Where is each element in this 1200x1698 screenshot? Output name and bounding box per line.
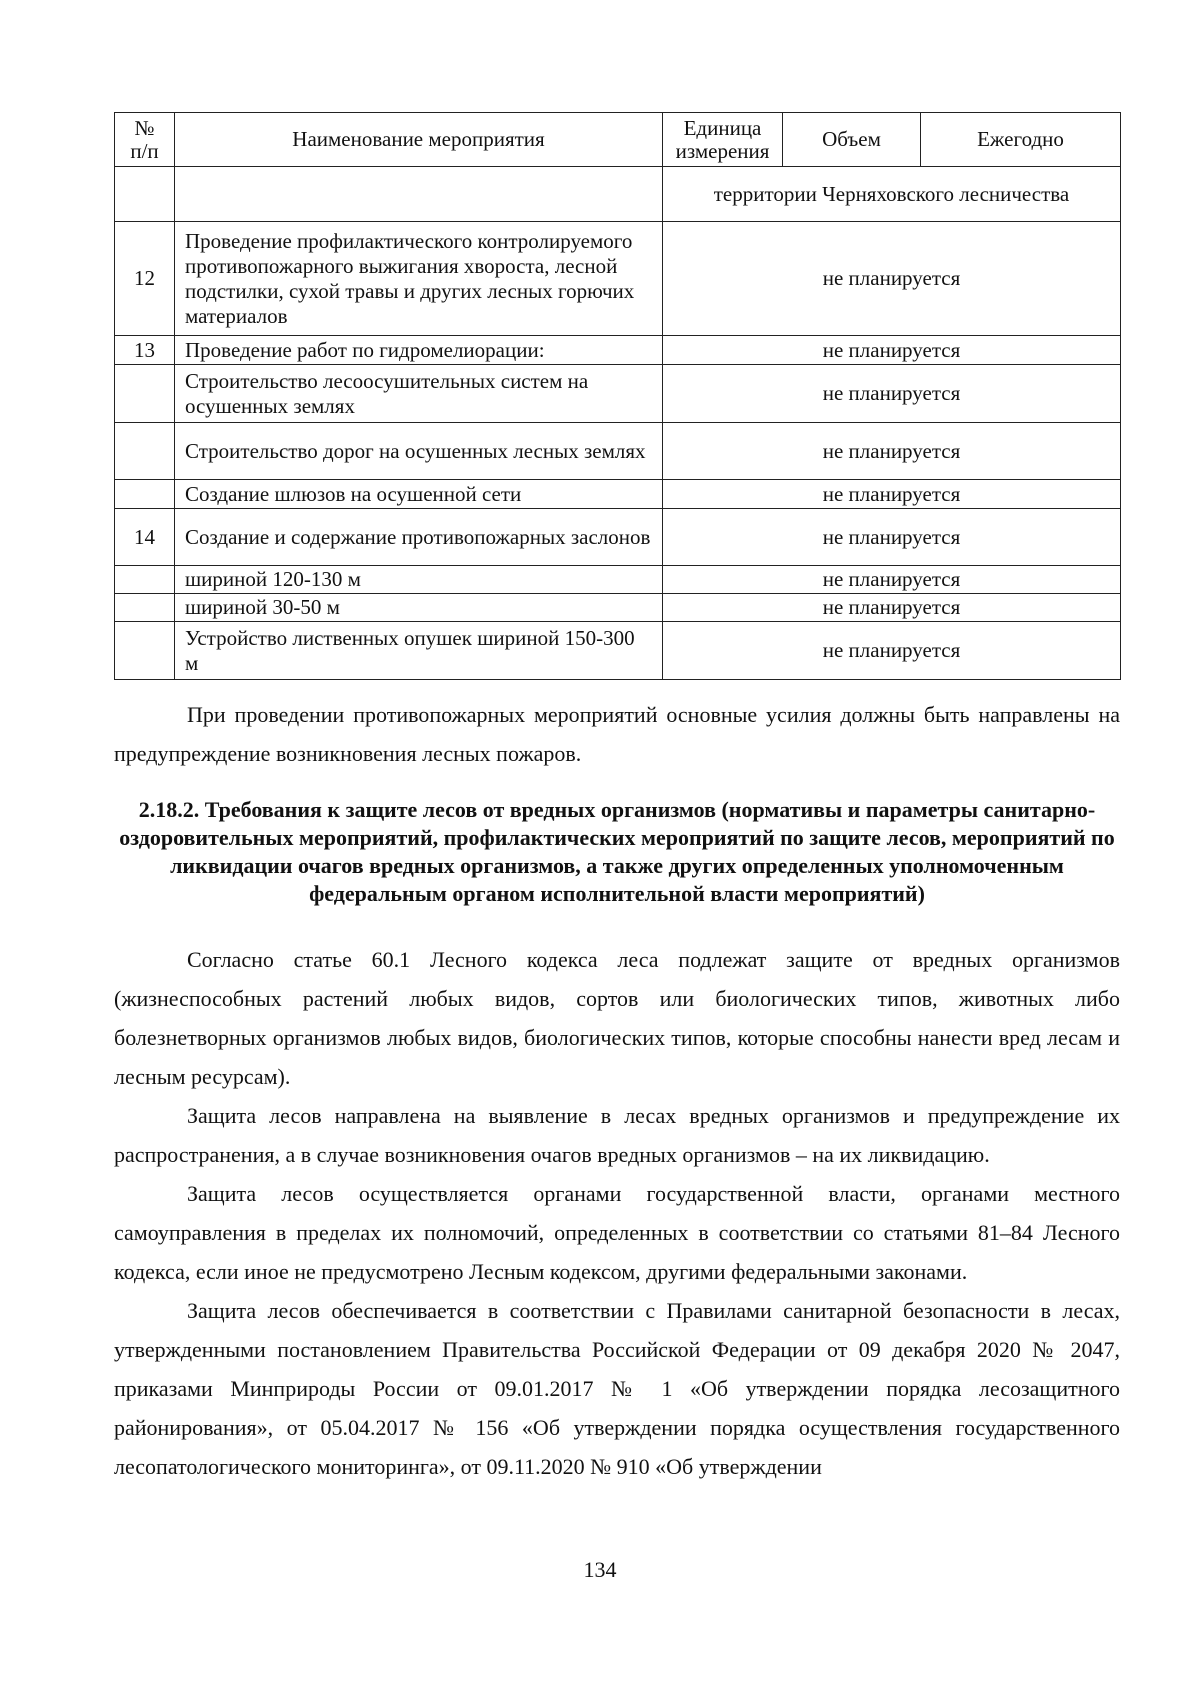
- row-name: шириной 30-50 м: [175, 594, 663, 622]
- row-num: 12: [115, 222, 175, 336]
- paragraph: Согласно статье 60.1 Лесного кодекса леса подлежат защите от вредных организмов (жизнеспособных растений любых видов, сортов или биологических типов, животных либо болезнетворных организмов любых видов, биологических типов, которые способны нанести вред лесам и лесным ресурсам).: [114, 947, 1120, 1089]
- row-value: не планируется: [663, 480, 1121, 509]
- row-name: Устройство лиственных опушек шириной 150-300 м: [175, 622, 663, 680]
- table-row: [115, 423, 1121, 480]
- row-num: [115, 365, 175, 423]
- table-header-row: [115, 113, 1121, 167]
- header-num: № п/п: [115, 113, 175, 167]
- header-name: Наименование мероприятия: [175, 113, 663, 167]
- paragraph: Защита лесов обеспечивается в соответствии с Правилами санитарной безопасности в лесах, утвержденными постановлением Правительства Российской Федерации от 09 декабря 2020 № 2047, приказами Минприроды России от 09.01.2017 № 1 «Об утверждении порядка лесозащитного районирования», от 05.04.2017 № 156 «Об утверждении порядка осуществления государственного лесопатологического мониторинга», от 09.11.2020 № 910 «Об утверждении: [114, 1298, 1120, 1479]
- table-row: [115, 336, 1121, 365]
- table-row: [115, 167, 1121, 222]
- row-name: Проведение профилактического контролируемого противопожарного выжигания хвороста, лесной подстилки, сухой травы и других лесных горючих материалов: [175, 222, 663, 336]
- paragraph: Защита лесов осуществляется органами государственной власти, органами местного самоуправления в пределах их полномочий, определенных в соответствии со статьями 81–84 Лесного кодекса, если иное не предусмотрено Лесным кодексом, другими федеральными законами.: [114, 1181, 1120, 1284]
- row-name: Строительство лесоосушительных систем на осушенных землях: [175, 365, 663, 423]
- intro-paragraph-block: [114, 695, 1120, 773]
- header-volume: Объем: [783, 113, 921, 167]
- row-value: не планируется: [663, 222, 1121, 336]
- row-value: не планируется: [663, 622, 1121, 680]
- row-num: 13: [115, 336, 175, 365]
- table-row: [115, 509, 1121, 566]
- measures-table: [114, 112, 1121, 680]
- intro-paragraph: При проведении противопожарных мероприятий основные усилия должны быть направлены на предупреждение возникновения лесных пожаров.: [114, 702, 1120, 766]
- row-value: не планируется: [663, 336, 1121, 365]
- row-name: Создание и содержание противопожарных заслонов: [175, 509, 663, 566]
- row-name: Создание шлюзов на осушенной сети: [175, 480, 663, 509]
- section-heading: 2.18.2. Требования к защите лесов от вредных организмов (нормативы и параметры санитарно-оздоровительных мероприятий, профилактических мероприятий по защите лесов, мероприятий по ликвидации очагов вредных организмов, а также других определенных уполномоченным федеральным органом исполнительной власти мероприятий): [119, 797, 1115, 906]
- row-num: [115, 167, 175, 222]
- row-name: Проведение работ по гидромелиорации:: [175, 336, 663, 365]
- table-row: [115, 365, 1121, 423]
- row-num: 14: [115, 509, 175, 566]
- table-row: [115, 222, 1121, 336]
- table-row: [115, 594, 1121, 622]
- table-row: [115, 566, 1121, 594]
- row-num: [115, 622, 175, 680]
- body-paragraphs: [114, 940, 1120, 1486]
- row-value: не планируется: [663, 509, 1121, 566]
- row-name: [175, 167, 663, 222]
- row-num: [115, 423, 175, 480]
- row-value: не планируется: [663, 423, 1121, 480]
- header-annual: Ежегодно: [921, 113, 1121, 167]
- row-num: [115, 480, 175, 509]
- row-value: территории Черняховского лесничества: [663, 167, 1121, 222]
- row-name: шириной 120-130 м: [175, 566, 663, 594]
- paragraph: Защита лесов направлена на выявление в лесах вредных организмов и предупреждение их распространения, а в случае возникновения очагов вредных организмов – на их ликвидацию.: [114, 1103, 1120, 1167]
- row-num: [115, 594, 175, 622]
- table-row: [115, 480, 1121, 509]
- row-num: [115, 566, 175, 594]
- header-unit: Единица измерения: [663, 113, 783, 167]
- page-number: 134: [583, 1557, 617, 1582]
- row-value: не планируется: [663, 594, 1121, 622]
- row-value: не планируется: [663, 365, 1121, 423]
- row-name: Строительство дорог на осушенных лесных землях: [175, 423, 663, 480]
- row-value: не планируется: [663, 566, 1121, 594]
- table-row: [115, 622, 1121, 680]
